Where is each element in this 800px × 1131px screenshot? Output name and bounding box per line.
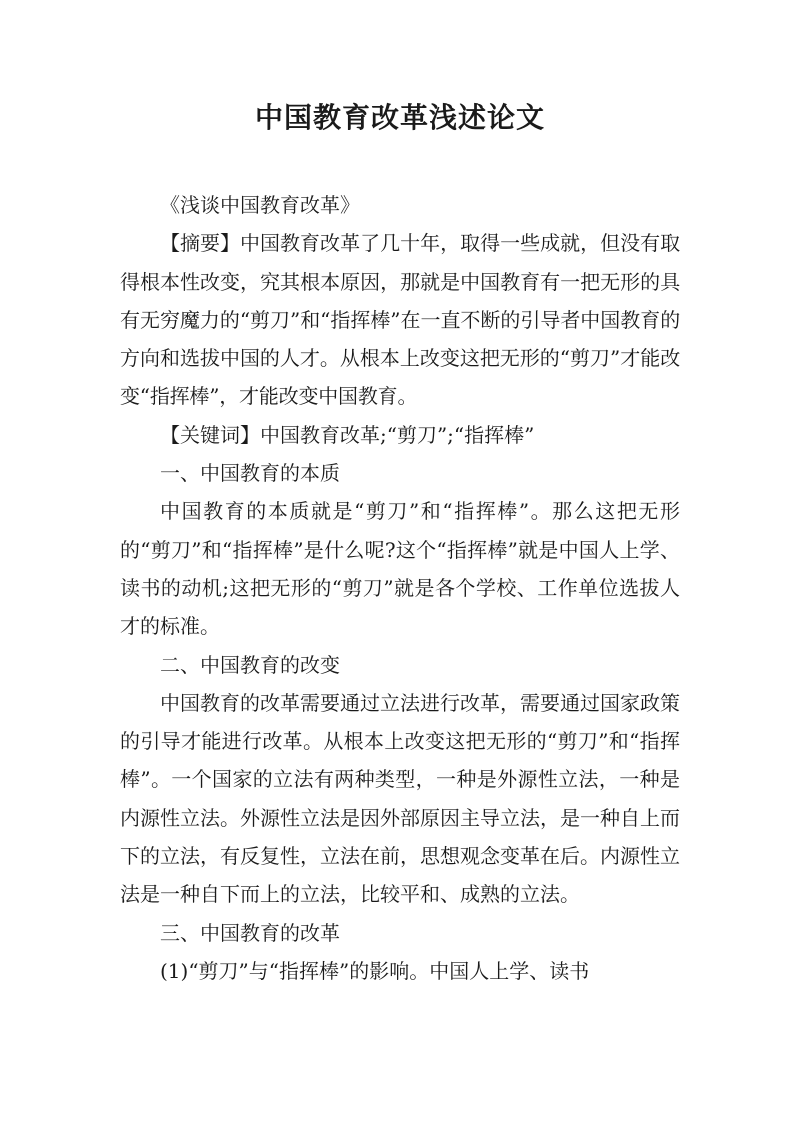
section-heading-3: 三、中国教育的改革 [160, 920, 340, 945]
abstract-paragraph: 【摘要】中国教育改革了几十年，取得一些成就，但没有取得根本性改变，究其根本原因，那就是中国教育有一把无形的具有无穷魔力的“剪刀”和“指挥棒”在一直不断的引导者中国教育的方向和选拔中国的人才。从根本上改变这把无形的“剪刀”才能改变“指挥棒”，才能改变中国教育。 [120, 231, 680, 409]
document-title: 中国教育改革浅述论文 [254, 101, 545, 134]
section-heading-2: 二、中国教育的改变 [160, 652, 340, 677]
article-title-paragraph: 《浅谈中国教育改革》 [160, 193, 360, 217]
document-body [120, 186, 680, 990]
section-3-paragraph: (1)“剪刀”与“指挥棒”的影响。中国人上学、读书 [160, 958, 590, 983]
keywords-paragraph: 【关键词】中国教育改革;“剪刀”;“指挥棒” [160, 422, 535, 447]
section-2-paragraph: 中国教育的改革需要通过立法进行改革，需要通过国家政策的引导才能进行改革。从根本上改变这把无形的“剪刀”和“指挥棒”。一个国家的立法有两种类型，一种是外源性立法，一种是内源性立法。外源性立法是因外部原因主导立法，是一种自上而下的立法，有反复性，立法在前，思想观念变革在后。内源性立法是一种自下而上的立法，比较平和、成熟的立法。 [120, 690, 680, 907]
section-1-paragraph: 中国教育的本质就是“剪刀”和“指挥棒”。那么这把无形的“剪刀”和“指挥棒”是什么呢?这个“指挥棒”就是中国人上学、读书的动机;这把无形的“剪刀”就是各个学校、工作单位选拔人才的标准。 [120, 499, 680, 639]
section-heading-1: 一、中国教育的本质 [160, 461, 340, 486]
